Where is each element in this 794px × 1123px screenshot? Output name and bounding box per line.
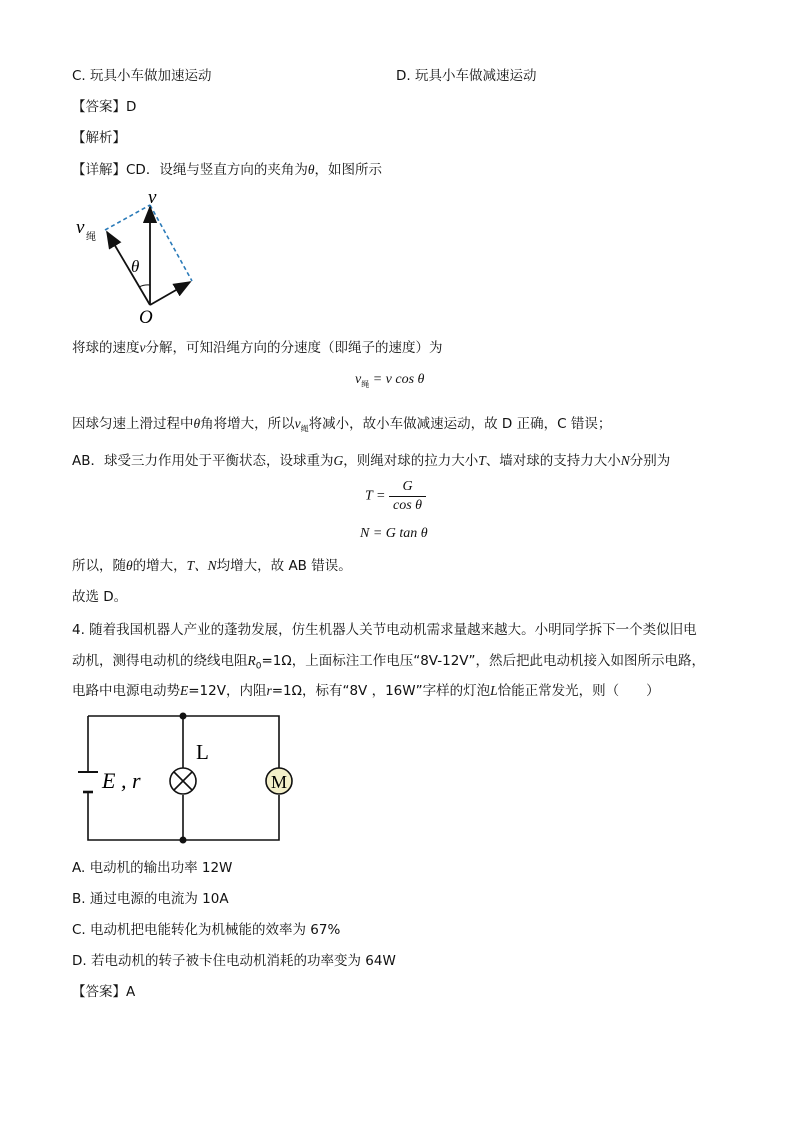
detail-tag: 【详解】 <box>72 162 126 178</box>
answer-tag: 【答案】 <box>72 99 126 115</box>
equation-v-rope: $v_绳 = v$ cos θ <box>355 372 425 389</box>
equation-normal-force: N = G tan θ <box>360 526 428 541</box>
q4-option-c: C. 电动机把电能转化为机械能的效率为 67% <box>72 922 341 938</box>
q4-answer-tag: 【答案】 <box>72 984 126 1000</box>
theta-symbol: θ <box>307 162 315 177</box>
ab-line: AB．球受三力作用处于平衡状态，设球重为G，则绳对球的拉力大小T、墙对球的支持力大小N分别为 <box>72 453 671 469</box>
answer-value: D <box>126 99 137 115</box>
decomposition-line: 将球的速度v分解，可知沿绳方向的分速度（即绳子的速度）为 <box>72 340 443 356</box>
q4-option-d: D. 若电动机的转子被卡住电动机消耗的功率变为 64W <box>72 953 396 969</box>
q4-option-a: A. 电动机的输出功率 12W <box>72 860 233 876</box>
lamp-label: L <box>196 740 209 764</box>
detail-text-1: CD．设绳与竖直方向的夹角为 <box>126 162 308 178</box>
tension-fraction: $\frac{G}{\text{cos θ}}$ <box>389 478 426 515</box>
label-theta: θ <box>131 257 140 276</box>
label-v-rope-sub: 绳 <box>86 232 96 243</box>
angle-arc <box>139 285 150 287</box>
vector-v-rope <box>107 232 150 305</box>
dashed-guide-top <box>105 205 150 230</box>
circuit-diagram <box>72 708 302 848</box>
q4-option-b: B. 通过电源的电流为 10A <box>72 891 229 907</box>
source-label: E , r <box>102 768 141 793</box>
motor-label: M <box>271 772 288 792</box>
analysis-tag: 【解析】 <box>72 130 126 146</box>
q4-line-3: 电路中电源电动势E=12V，内阻r=1Ω，标有“8V ，16W”字样的灯泡L恰能正常发光，则（ ） <box>72 683 660 699</box>
label-v: v <box>148 187 157 208</box>
conclusion-line: 所以，随θ的增大，T、N均增大，故 AB 错误。 <box>72 558 352 574</box>
q4-line-2: 动机，测得电动机的绕线电阻$R_0=1\Omega$，上面标注工作电压“8V-12V”，然后把此电动机接入如图所示电路， <box>72 653 706 672</box>
detail-line <box>72 160 382 180</box>
q4-line-1: 4. 随着我国机器人产业的蓬勃发展，仿生机器人关节电动机需求量越来越大。小明同学拆下一个类似旧电 <box>72 622 697 638</box>
label-origin: O <box>139 307 153 325</box>
vector-perpendicular <box>150 282 190 305</box>
q4-answer-line <box>72 982 135 1002</box>
detail-text-2: ，如图所示 <box>314 162 382 178</box>
dashed-guide-right <box>150 205 192 281</box>
label-v-rope: v <box>76 217 85 238</box>
final-choice: 故选 D。 <box>72 589 128 605</box>
q4-answer-value: A <box>126 984 136 1000</box>
option-d: D. 玩具小车做减速运动 <box>396 68 537 84</box>
reason-line: 因球匀速上滑过程中θ角将增大，所以$v_绳$将减小，故小车做减速运动，故 D 正确，C 错误； <box>72 416 612 434</box>
answer-line <box>72 97 136 117</box>
velocity-diagram <box>72 185 202 325</box>
option-c: C. 玩具小车做加速运动 <box>72 68 212 84</box>
equation-tension: T = $\frac{G}{\text{cos θ}}$ <box>365 478 426 515</box>
